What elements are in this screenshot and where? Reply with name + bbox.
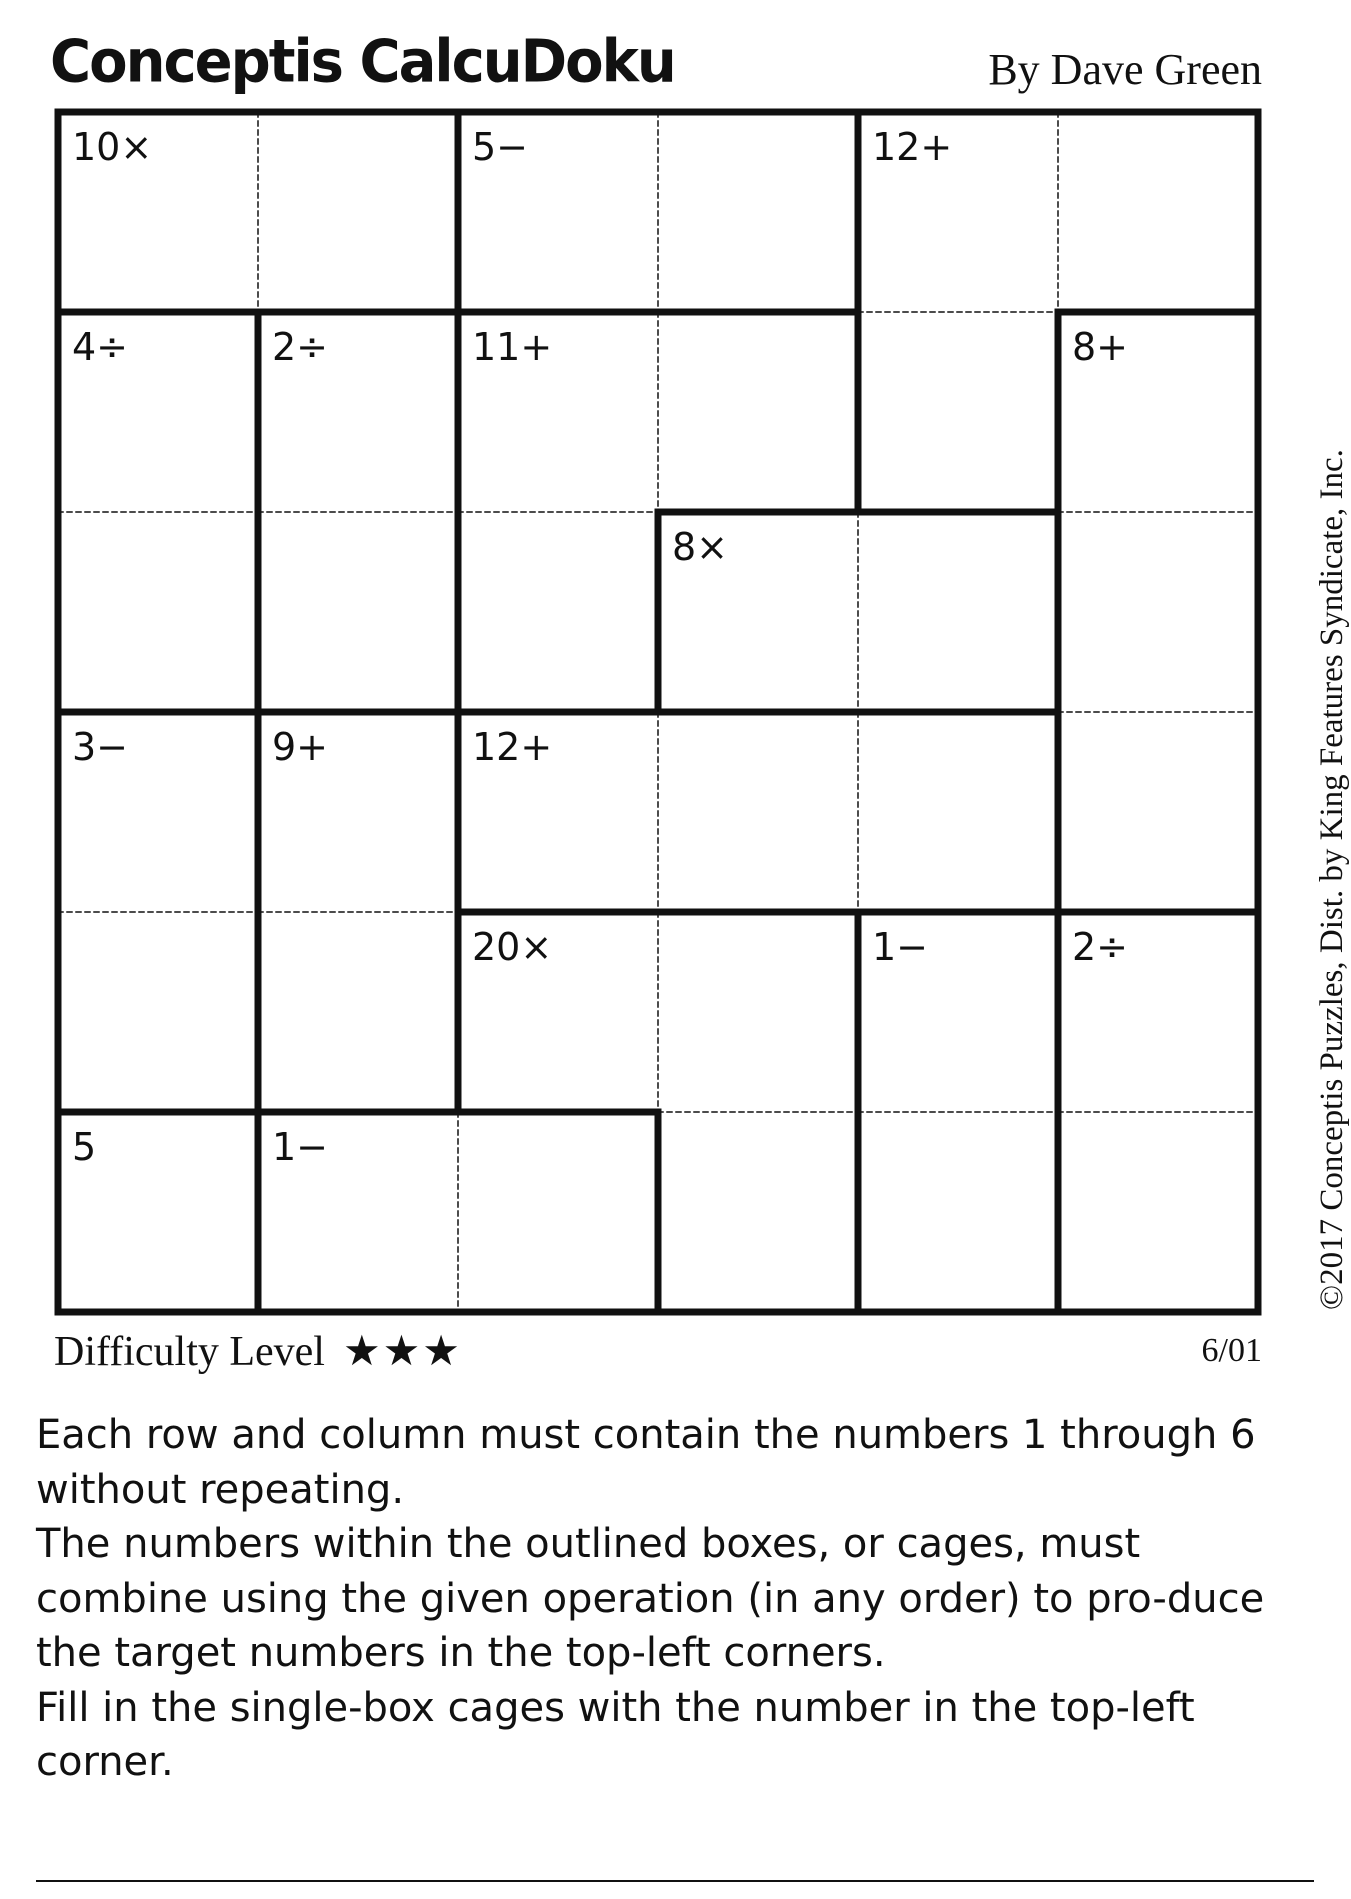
grid-cell-r1c6[interactable] — [1058, 112, 1258, 312]
instruction-line: Each row and column must contain the numbers 1 through 6 without repeating. — [36, 1412, 1256, 1513]
grid-cell-r1c4[interactable] — [658, 112, 858, 312]
cage-clue: 10× — [72, 125, 153, 169]
difficulty-stars: ★★★ — [342, 1326, 462, 1375]
instruction-line: The numbers within the outlined boxes, or cages, must combine using the given operation (in any order) to pro-duce the target numbers in the top-left corners. — [36, 1521, 1265, 1676]
grid-cell-r3c1[interactable] — [58, 512, 258, 712]
cage-clue: 5− — [472, 125, 529, 169]
grid-cell-r6c5[interactable] — [858, 1112, 1058, 1312]
cage-clue: 8+ — [1072, 325, 1129, 369]
bottom-divider — [36, 1880, 1314, 1882]
cage-clue: 12+ — [472, 725, 553, 769]
grid-cell-r3c2[interactable] — [258, 512, 458, 712]
cage-clue: 11+ — [472, 325, 553, 369]
grid-cell-r5c1[interactable] — [58, 912, 258, 1112]
grid-cell-r4c4[interactable] — [658, 712, 858, 912]
cage-clue: 2÷ — [272, 325, 329, 369]
difficulty-label: Difficulty Level — [54, 1329, 325, 1375]
grid-cell-r6c3[interactable] — [458, 1112, 658, 1312]
cage-clue: 3− — [72, 725, 129, 769]
author-byline: By Dave Green — [988, 45, 1262, 94]
grid-cell-r5c2[interactable] — [258, 912, 458, 1112]
cage-clue: 9+ — [272, 725, 329, 769]
cage-clue: 1− — [272, 1125, 329, 1169]
puzzle-title: Conceptis CalcuDoku — [50, 28, 675, 97]
grid-cell-r3c3[interactable] — [458, 512, 658, 712]
grid-cell-r3c6[interactable] — [1058, 512, 1258, 712]
grid-cell-r2c4[interactable] — [658, 312, 858, 512]
cage-clue: 4÷ — [72, 325, 129, 369]
grid-cell-r6c6[interactable] — [1058, 1112, 1258, 1312]
copyright-notice: ©2017 Conceptis Puzzles, Dist. by King Features Syndicate, Inc. — [1314, 449, 1350, 1310]
grid-cell-r5c4[interactable] — [658, 912, 858, 1112]
cage-clue: 20× — [472, 925, 553, 969]
grid-cell-r2c5[interactable] — [858, 312, 1058, 512]
grid-cell-r4c6[interactable] — [1058, 712, 1258, 912]
grid-cell-r3c5[interactable] — [858, 512, 1058, 712]
grid-cell-r4c5[interactable] — [858, 712, 1058, 912]
cage-clue: 1− — [872, 925, 929, 969]
cage-clue: 2÷ — [1072, 925, 1129, 969]
cage-clue: 8× — [672, 525, 729, 569]
grid-cell-r1c2[interactable] — [258, 112, 458, 312]
cage-clue: 5 — [72, 1125, 97, 1169]
cage-clue: 12+ — [872, 125, 953, 169]
grid-cell-r6c4[interactable] — [658, 1112, 858, 1312]
instructions — [36, 1408, 1306, 1790]
instruction-line: Fill in the single-box cages with the number in the top-left corner. — [36, 1684, 1195, 1785]
puzzle-date: 6/01 — [1201, 1332, 1262, 1369]
difficulty-level — [54, 1326, 462, 1376]
